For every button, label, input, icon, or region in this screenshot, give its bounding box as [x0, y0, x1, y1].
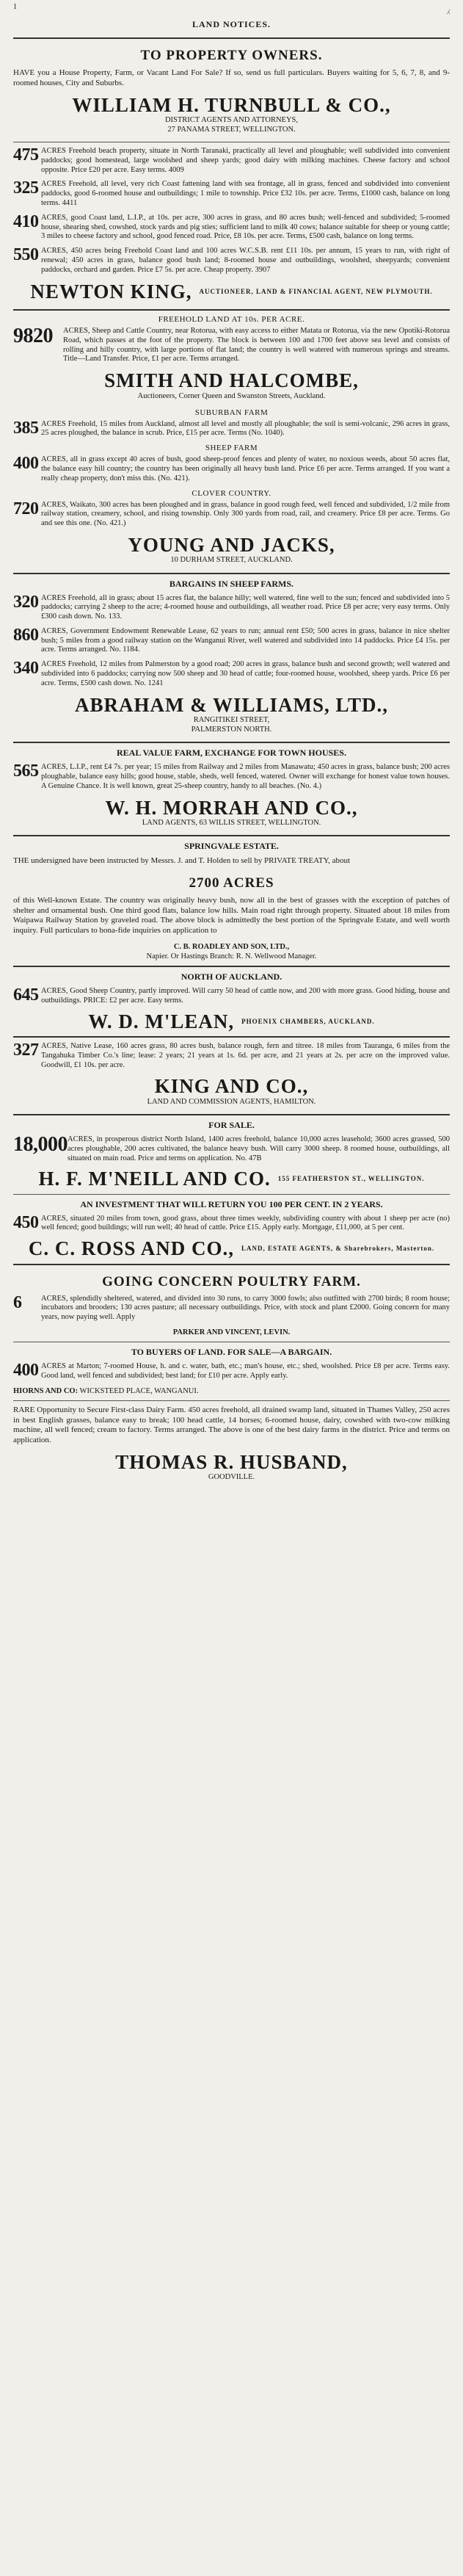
- agent-name: WILLIAM H. TURNBULL & CO.,: [72, 93, 391, 116]
- listing-text: ACRES, Sheep and Cattle Country, near Rotorua, with easy access to either Matata or Rotorua, via the new Opotiki-Rotorua Road, which passes at the foot of the property. The block is between 100 and 1700 feet above sea level and consists of rolling and hilly country, with large portions of flat land; the country is well watered with numerous springs and streams. Title—Land Transfer. Price, £1 per acre. Terms arranged.: [63, 327, 450, 363]
- agent-name: W. H. MORRAH AND CO.,: [105, 796, 358, 819]
- agent-name: SMITH AND HALCOMBE,: [104, 369, 359, 392]
- listing-acres: 645: [13, 985, 39, 1005]
- ad-young-jacks: [13, 535, 450, 565]
- listing-text: ACRES, situated 20 miles from town, good grass, about three times weekly, subdividing country with about 1 sheep per acre (no) well fenced; good buildings; will run well; 40 head of cattle. Price £15. Apply early. Mortgage, £11,000, at 5 per cent.: [41, 1214, 450, 1232]
- listing-text: ACRES Freehold, 12 miles from Palmerston by a good road; 200 acres in grass, balance bush and second growth; well watered and subdivided into 6 paddocks; carrying now 500 sheep and 30 head of cattle; four-roomed house, woolshed, sheep yards. Price £6 per acre. Terms, £500 cash down. No. 1241: [41, 660, 450, 687]
- ad-headline: TO PROPERTY OWNERS.: [140, 48, 323, 63]
- listing: [13, 455, 450, 483]
- corner-ornament-icon: ⁁: [447, 4, 450, 15]
- listing-acres: 860: [13, 625, 39, 645]
- ad-intro: HAVE you a House Property, Farm, or Vacant Land For Sale? If so, send us full particulars. Buyers waiting for 5, 6, 7, 8, and 9-roomed houses, City and Suburbs.: [13, 68, 450, 87]
- agent-address: RANGITIKEI STREET,: [193, 716, 270, 725]
- ad-headline: REAL VALUE FARM, EXCHANGE FOR TOWN HOUSES.: [117, 748, 346, 759]
- agent-name: NEWTON KING,: [30, 280, 192, 303]
- listing: [13, 763, 450, 791]
- listing-text: ACRES, splendidly sheltered, watered, and divided into 30 runs, to carry 3000 fowls; also outfitted with 2700 birds; 8 room house; incubators and brooders; 130 acres pasture; all necessary outbuildings. Price, with stock and plant £2000. Going concern for many years, now paying well. Apply: [41, 1294, 450, 1322]
- listing: [13, 1292, 450, 1323]
- listing-text: ACRES, all in grass except 40 acres of bush, good sheep-proof fences and plenty of water, no noxious weeds, about 50 acres flat, the balance easy hill country; the country has been originally all heavy bush land. Price £6 per acre. Terms arranged. If you want a really cheap property, don't miss this. (No. 421).: [41, 455, 450, 482]
- agent-block: [13, 1011, 450, 1032]
- ad-smith-halcombe: [13, 315, 450, 529]
- listing-text: ACRES at Marton; 7-roomed House, h. and c. water, bath, etc.; man's house, etc.; shed, woolshed. Price £8 per acre. Terms easy. Good land, well fenced and subdivided; best land; for £10 per acre. Apply early.: [41, 1362, 450, 1380]
- agent-description: AUCTIONEER, LAND & FINANCIAL AGENT, NEW PLYMOUTH.: [199, 287, 433, 295]
- divider: [13, 835, 450, 836]
- ad-abraham-williams: [13, 579, 450, 735]
- ad-headline: FREEHOLD LAND AT 10s. PER ACRE.: [158, 315, 305, 324]
- listing-acres: 410: [13, 211, 39, 231]
- listing-acres: 400: [13, 454, 39, 474]
- ad-headline: NORTH OF AUCKLAND.: [181, 972, 282, 983]
- ad-headline: SPRINGVALE ESTATE.: [184, 841, 279, 852]
- listing-heading: SHEEP FARM: [205, 444, 258, 453]
- listing-acres: 475: [13, 145, 39, 165]
- agent-block: [13, 281, 450, 302]
- ad-intro: THE undersigned have been instructed by Messrs. J. and T. Holden to sell by PRIVATE TREATY, about: [13, 856, 351, 866]
- agent-name: YOUNG AND JACKS,: [128, 534, 335, 557]
- ad-headline: FOR SALE.: [208, 1119, 255, 1130]
- agent-address: PHOENIX CHAMBERS, AUCKLAND.: [241, 1017, 375, 1025]
- listing-acres: 565: [13, 761, 39, 781]
- listing-heading: SUBURBAN FARM: [194, 408, 269, 417]
- listing: [13, 594, 450, 622]
- ad-headline: GOING CONCERN POULTRY FARM.: [102, 1273, 361, 1289]
- listing: [13, 1362, 450, 1381]
- ad-newton-king: [13, 281, 450, 302]
- listing-text: ACRES, good Coast land, L.I.P., at 10s. per acre, 300 acres in grass, and 80 acres bush; well-fenced and subdivided; 5-roomed house, shearing shed, cowshed, stock yards and pig sties; sufficient land to milk 40 cows; balance suitable for sheep or young cattle; 3 miles to cheese factory and school, good fenced road. Price, £8 10s. per acre. Terms, £500 cash, balance on long terms.: [41, 213, 450, 241]
- agent-block: [13, 695, 450, 735]
- section-title: LAND NOTICES.: [192, 19, 271, 29]
- agent-address: Napier. Or Hastings Branch: R. N. Wellwood Manager.: [146, 952, 317, 960]
- agent-name: KING AND CO.,: [154, 1075, 309, 1098]
- agent-address: Auctioneers, Corner Queen and Swanston Streets, Auckland.: [137, 391, 326, 400]
- ad-intro: RARE Opportunity to Secure First-class Dairy Farm. 450 acres freehold, all drained swamp land, situated in Thames Valley, 250 acres in best English grasses, balance easy to break; 100 head cattle, 14 horses; 6-roomed house, dairy, cowshed with two-cow milking machine, all well fenced; cream to factory. Terms arranged. The above is one of the best dairy farms in the district. Price and terms on application.: [13, 1405, 450, 1445]
- ad-springvale: [13, 841, 450, 961]
- listing-text: ACRES, in prosperous district North Island, 1400 acres freehold, balance 10,000 acres leasehold; 3600 acres grassed, 500 acres ploughable, 200 acres cultivated, the balance heavy bush. Will carry 3000 sheep. 8 roomed house, outbuildings, all situated on main road. Price and terms on application. No. 47B: [68, 1135, 450, 1162]
- ad-husband: [13, 1405, 450, 1482]
- listing-text: ACRES Freehold, all in grass; about 15 acres flat, the balance hilly; well watered, fine well to the sun; fenced and subdivided into 5 paddocks; carrying 2 sheep to the acre; 4-roomed house and outbuildings, all weather road. Price £8 per acre; very easy terms. Only £300 cash down. No. 133.: [41, 593, 450, 621]
- agent-address: WICKSTEED PLACE, WANGANUI.: [79, 1386, 199, 1395]
- divider: [13, 1036, 450, 1038]
- ad-headline: BARGAINS IN SHEEP FARMS.: [169, 578, 294, 589]
- ad-headline: TO BUYERS OF LAND. FOR SALE—A BARGAIN.: [131, 1347, 332, 1358]
- agent-address: LAND AND COMMISSION AGENTS, HAMILTON.: [147, 1097, 316, 1106]
- listing: [13, 180, 450, 208]
- agent-name: C. B. ROADLEY AND SON, LTD.,: [173, 942, 290, 951]
- agent-name: PARKER AND VINCENT, LEVIN.: [172, 1328, 291, 1336]
- listing: [13, 147, 450, 175]
- ad-mclean: [13, 972, 450, 1032]
- ad-parker-vincent: [13, 1274, 450, 1338]
- listing-acres: 327: [13, 1041, 39, 1060]
- agent-name: THOMAS R. HUSBAND,: [115, 1450, 348, 1473]
- listing-text: ACRES, Government Endowment Renewable Lease, 62 years to run; annual rent £50; 500 acres in grass, balance in nice shelter bush; 5 miles from a good railway station on the Wanganui River, well watered and subdivided into 14 paddocks. Price £4 15s. per acre. Terms arranged. No. 1184.: [41, 626, 450, 654]
- page-corner-mark: 1: [13, 3, 17, 11]
- listing-acres: 18,000: [13, 1132, 68, 1156]
- agent-block: [13, 1168, 450, 1189]
- divider: [13, 1114, 450, 1115]
- listing-acres: 720: [13, 499, 39, 518]
- listing: [13, 1212, 450, 1234]
- listing-acres: 6: [13, 1292, 22, 1312]
- agent-name: W. D. M'LEAN,: [88, 1010, 235, 1032]
- listing-text: ACRES, 450 acres being Freehold Coast land and 100 acres W.C.S.B. rent £11 10s. per annum, 15 years to run, with right of renewal; 450 acres in grass, balance good bush land; 8-roomed house and outbuildings, woolshed, sheepyards; convenient paddocks, orchard and garden. Price £7 5s. per acre. Cheap property. 3907: [41, 247, 450, 274]
- ad-ross: [13, 1199, 450, 1259]
- listing-acres: 400: [13, 1361, 39, 1381]
- listing: [13, 420, 450, 439]
- divider: [13, 309, 450, 311]
- divider: [13, 1194, 450, 1195]
- ad-turnbull: [13, 48, 450, 275]
- agent-address: 10 DURHAM STREET, AUCKLAND.: [170, 556, 293, 565]
- ad-headline: AN INVESTMENT THAT WILL RETURN YOU 100 PER CENT. IN 2 YEARS.: [80, 1198, 383, 1209]
- listing-acres: 340: [13, 659, 39, 679]
- listing-text: ACRES Freehold, 15 miles from Auckland, almost all level and mostly all ploughable; the soil is semi-volcanic, 296 acres in grass, 25 acres ploughed, the balance in scrub. Price, £15 per acre. Terms (No. 1040).: [41, 419, 450, 438]
- ad-king-co: [13, 1042, 450, 1107]
- ad-morrah: [13, 748, 450, 828]
- listing: [13, 1132, 450, 1163]
- listing-acres: 325: [13, 178, 39, 198]
- listing-acres: 9820: [13, 325, 53, 347]
- listing: [13, 1042, 450, 1070]
- listing-acres: 320: [13, 592, 39, 612]
- listing-text: ACRES, Good Sheep Country, partly improved. Will carry 50 head of cattle now, and 200 with more grass. Good hiding, house and outbuildings. PRICE: £2 per acre. Easy terms.: [41, 987, 450, 1005]
- divider: [13, 966, 450, 967]
- listing: [13, 211, 450, 242]
- listing: [13, 327, 450, 364]
- listing-text: ACRES, L.I.P., rent £4 7s. per year; 15 miles from Railway and 2 miles from Manawatu; 450 acres in grass, balance bush; 200 acres ploughable, balance easy hills; good house, stable, sheds, well fenced, watered. Owner will exchange for honest value town houses. A Genuine Chance. It is well known, great 25-sheep country, handy to all beaches. (No. 4.): [41, 763, 450, 790]
- listing-text: ACRES Freehold, all level, very rich Coast fattening land with sea frontage, all in grass, fenced and subdivided into convenient paddocks, good 6-roomed house and outbuildings; 1 mile to township. Price £32 10s. per acre. Terms, £1000 cash, balance on long terms. 4411: [41, 180, 450, 208]
- listing-text: ACRES, Waikato, 300 acres has been ploughed and in grass, balance in good rough feed, well fenced and subdivided, 1/2 mile from railway station, creamery, school, and rising township. Only 300 yards from road, rail, and creamery. Price £8 per acre. Terms. Go and see this one. (No. 421.): [41, 500, 450, 528]
- agent-block: [13, 95, 450, 135]
- divider: [13, 1400, 450, 1401]
- agent-block: [13, 1386, 450, 1396]
- agent-name: HIORNS AND CO:: [13, 1386, 79, 1395]
- agent-block: [13, 1238, 450, 1259]
- agent-block: [13, 797, 450, 828]
- agent-town: PALMERSTON NORTH.: [191, 726, 272, 734]
- agent-address: 155 FEATHERSTON ST., WELLINGTON.: [277, 1175, 425, 1183]
- ad-hiorns: [13, 1347, 450, 1396]
- agent-line: DISTRICT AGENTS AND ATTORNEYS,: [164, 115, 299, 124]
- divider: [13, 573, 450, 574]
- page-masthead: [13, 3, 450, 13]
- agent-name: ABRAHAM & WILLIAMS, LTD.,: [74, 693, 389, 716]
- divider: [13, 1264, 450, 1265]
- agent-block: [13, 1076, 450, 1106]
- ad-body: of this Well-known Estate. The country was originally heavy bush, now all in the best of grasses with the exception of patches of shelter and ornamental bush. One third good flats, balance low hills. Main road right through property. Situated about 18 miles from Waipawa Railway Station by graveled road. The above block is admittedly the best portion of the Springvale Estate, and well worth inquiry. Full particulars to bona-fide inquiries on application to: [13, 895, 450, 936]
- listing-text: ACRES Freehold beach property, situate in North Taranaki, practically all level and ploughable; well subdivided into convenient paddocks; good homestead, large woolshed and sheep yards; good dairy with milking machines. Cheese factory and school opposite. Price £20 per acre. Easy terms. 4009: [41, 147, 450, 174]
- agent-name: C. C. ROSS AND CO.,: [28, 1237, 234, 1260]
- divider: [13, 37, 450, 39]
- estate-acreage: 2700 ACRES: [189, 875, 274, 891]
- divider: [13, 742, 450, 743]
- agent-description: LAND, ESTATE AGENTS, & Sharebrokers, Masterton.: [241, 1245, 435, 1253]
- listing: [13, 627, 450, 655]
- listing-acres: 450: [13, 1212, 39, 1232]
- listing-heading: CLOVER COUNTRY.: [192, 488, 271, 498]
- listing-acres: 385: [13, 418, 39, 438]
- agent-town: GOODVILLE.: [208, 1473, 255, 1482]
- agent-address: LAND AGENTS, 63 WILLIS STREET, WELLINGTON.: [142, 819, 321, 827]
- listing-acres: 550: [13, 245, 39, 265]
- listing: [13, 501, 450, 529]
- listing: [13, 660, 450, 688]
- listing: [13, 987, 450, 1006]
- listing: [13, 247, 450, 275]
- agent-address: 27 PANAMA STREET, WELLINGTON.: [167, 125, 296, 134]
- listing-text: ACRES, Native Lease, 160 acres grass, 80 acres bush, balance rough, fern and titree. 18 miles from Tauranga, 6 miles from the Tangahuka Timber Co.'s line; lease: 2 years; 21 years at 1s. 6d. per acre, and 21 years at 2s. per acre on the improved value. Goodwill, £1 10s. per acre.: [41, 1042, 450, 1069]
- agent-name: H. F. M'NEILL AND CO.: [38, 1168, 271, 1190]
- ad-mcneill: [13, 1120, 450, 1190]
- agent-block: [13, 370, 450, 400]
